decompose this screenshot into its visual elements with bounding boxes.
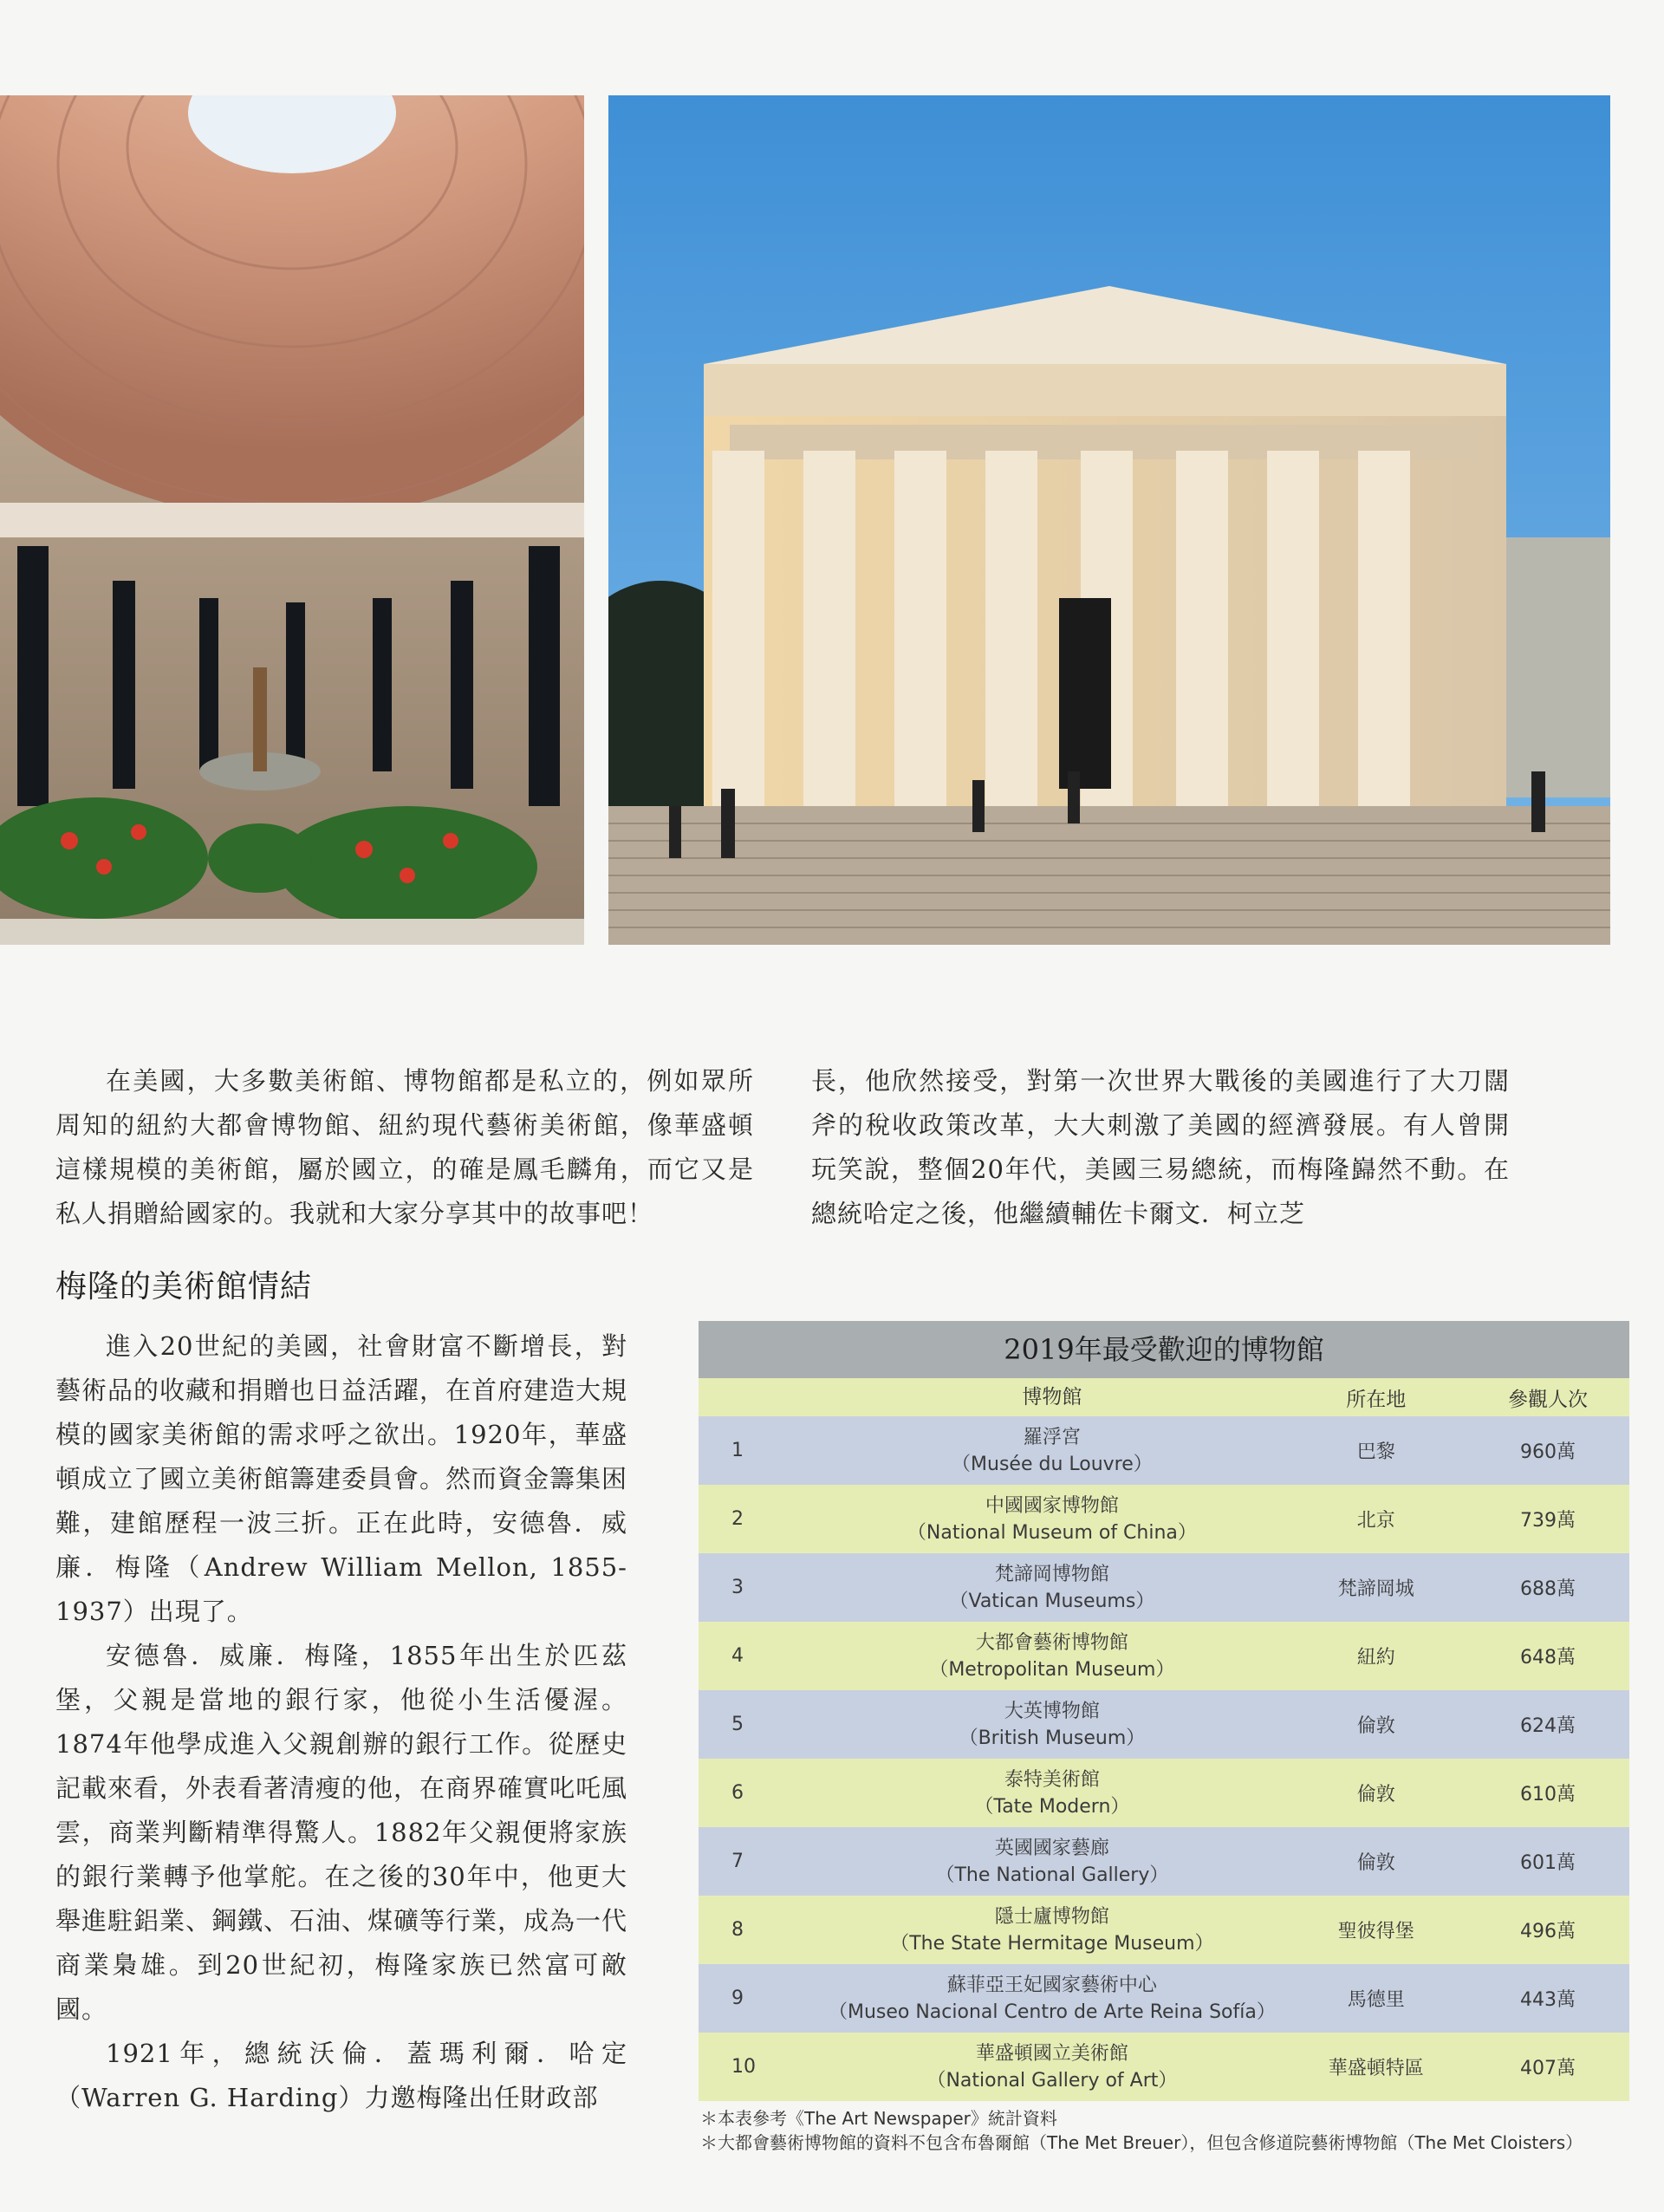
row-visitors: 739萬 (1466, 1485, 1629, 1553)
row-museum (818, 1622, 1285, 1690)
row-museum (818, 2033, 1285, 2101)
rotunda-photo (0, 95, 584, 945)
intro-right-column (811, 1059, 1510, 1236)
table-row (699, 1553, 1629, 1622)
row-rank: 6 (699, 1759, 818, 1827)
row-museum (818, 1485, 1285, 1553)
table-row (699, 1964, 1629, 2033)
museum-name-zh: 大都會藝術博物館 (975, 1631, 1128, 1654)
header-location: 所在地 (1285, 1378, 1466, 1416)
row-museum (818, 1759, 1285, 1827)
museum-name-zh: 泰特美術館 (1004, 1768, 1100, 1791)
museum-name-zh: 羅浮宮 (1023, 1426, 1081, 1448)
row-visitors: 960萬 (1466, 1416, 1629, 1485)
row-museum (818, 1553, 1285, 1622)
row-location: 華盛頓特區 (1285, 2033, 1466, 2101)
body-paragraph: 1921年，總統沃倫．蓋瑪利爾．哈定（Warren G. Harding）力邀梅隆出任財政部 (55, 2039, 627, 2112)
row-rank: 10 (699, 2033, 818, 2101)
row-visitors: 648萬 (1466, 1622, 1629, 1690)
row-location: 馬德里 (1285, 1964, 1466, 2033)
table-row (699, 1485, 1629, 1553)
row-rank: 9 (699, 1964, 818, 2033)
row-museum (818, 1827, 1285, 1896)
intro-left-paragraph: 在美國，大多數美術館、博物館都是私立的，例如眾所周知的紐約大都會博物館、紐約現代藝術美術館，像華盛頓這樣規模的美術館，屬於國立，的確是鳳毛麟角，而它又是私人捐贈給國家的。我就和大家分享其中的故事吧！ (55, 1066, 754, 1228)
museum-name-zh: 蘇菲亞王妃國家藝術中心 (946, 1974, 1157, 1996)
header-rank (699, 1378, 818, 1416)
table-row (699, 1759, 1629, 1827)
museum-name-en: （National Museum of China） (907, 1521, 1197, 1544)
table-row (699, 1690, 1629, 1759)
facade-photo (608, 95, 1610, 945)
body-paragraph: 安德魯．威廉．梅隆，1855年出生於匹茲堡，父親是當地的銀行家，他從小生活優渥。1874年他學成進入父親創辦的銀行工作。從歷史記載來看，外表看著清瘦的他，在商界確實叱吒風雲，商業判斷精準得驚人。1882年父親便將家族的銀行業轉予他掌舵。在之後的30年中，他更大舉進駐鋁業、鋼鐵、石油、煤礦等行業，成為一代商業梟雄。到20世紀初，梅隆家族已然富可敵國。 (55, 1641, 628, 2024)
row-visitors: 496萬 (1466, 1896, 1629, 1964)
museum-name-en: （Museo Nacional Centro de Arte Reina Sofía） (828, 2001, 1276, 2023)
museum-name-en: （National Gallery of Art） (926, 2069, 1178, 2092)
museum-name-zh: 大英博物館 (1004, 1700, 1100, 1722)
museum-name-en: （Musée du Louvre） (952, 1453, 1153, 1475)
row-visitors: 443萬 (1466, 1964, 1629, 2033)
table-row (699, 1416, 1629, 1485)
museum-ranking-table (699, 1321, 1629, 2101)
row-location: 倫敦 (1285, 1759, 1466, 1827)
row-location: 紐約 (1285, 1622, 1466, 1690)
row-rank: 7 (699, 1827, 818, 1896)
intro-left-column (55, 1059, 754, 1236)
intro-right-paragraph: 長，他欣然接受，對第一次世界大戰後的美國進行了大刀闊斧的稅收政策改革，大大刺激了美國的經濟發展。有人曾開玩笑說，整個20年代，美國三易總統，而梅隆巋然不動。在總統哈定之後，他繼續輔佐卡爾文．柯立芝 (811, 1066, 1510, 1228)
row-museum (818, 1964, 1285, 2033)
header-visitors: 參觀人次 (1466, 1378, 1629, 1416)
museum-name-en: （The National Gallery） (935, 1864, 1169, 1886)
museum-name-en: （The State Hermitage Museum） (890, 1932, 1214, 1955)
body-column (55, 1324, 627, 2120)
table-row (699, 1827, 1629, 1896)
row-rank: 1 (699, 1416, 818, 1485)
museum-name-zh: 華盛頓國立美術館 (975, 2042, 1128, 2065)
museum-name-en: （Tate Modern） (974, 1795, 1130, 1818)
row-rank: 8 (699, 1896, 818, 1964)
museum-name-zh: 隱士廬博物館 (994, 1905, 1109, 1928)
row-rank: 2 (699, 1485, 818, 1553)
row-location: 聖彼得堡 (1285, 1896, 1466, 1964)
row-location: 北京 (1285, 1485, 1466, 1553)
footnote: ＊本表參考《The Art Newspaper》統計資料 (700, 2108, 1057, 2129)
section-title: 梅隆的美術館情結 (55, 1269, 313, 1304)
table-title: 2019年最受歡迎的博物館 (699, 1321, 1629, 1378)
row-museum (818, 1416, 1285, 1485)
row-museum (818, 1896, 1285, 1964)
row-visitors: 407萬 (1466, 2033, 1629, 2101)
row-rank: 5 (699, 1690, 818, 1759)
row-rank: 4 (699, 1622, 818, 1690)
row-location: 倫敦 (1285, 1827, 1466, 1896)
table-row (699, 1622, 1629, 1690)
table-header-row (699, 1378, 1629, 1416)
row-rank: 3 (699, 1553, 818, 1622)
museum-name-zh: 梵諦岡博物館 (994, 1563, 1109, 1585)
museum-name-en: （Metropolitan Museum） (929, 1658, 1175, 1681)
row-visitors: 688萬 (1466, 1553, 1629, 1622)
table-row (699, 1896, 1629, 1964)
museum-name-en: （British Museum） (959, 1727, 1146, 1749)
footnote: ＊大都會藝術博物館的資料不包含布魯爾館（The Met Breuer），但包含修道院藝術博物館（The Met Cloisters） (700, 2132, 1583, 2153)
table-row (699, 2033, 1629, 2101)
table-notes (700, 2106, 1619, 2155)
row-location: 巴黎 (1285, 1416, 1466, 1485)
museum-name-zh: 中國國家博物館 (985, 1494, 1119, 1517)
row-location: 倫敦 (1285, 1690, 1466, 1759)
row-visitors: 624萬 (1466, 1690, 1629, 1759)
body-paragraph: 進入20世紀的美國，社會財富不斷增長，對藝術品的收藏和捐贈也日益活躍，在首府建造大規模的國家美術館的需求呼之欲出。1920年，華盛頓成立了國立美術館籌建委員會。然而資金籌集困難，建館歷程一波三折。正在此時，安德魯．威廉．梅隆（Andrew William Mellon, 1855-1937）出現了。 (55, 1331, 628, 1626)
row-museum (818, 1690, 1285, 1759)
row-visitors: 610萬 (1466, 1759, 1629, 1827)
row-visitors: 601萬 (1466, 1827, 1629, 1896)
museum-name-en: （Vatican Museums） (949, 1590, 1155, 1612)
row-location: 梵諦岡城 (1285, 1553, 1466, 1622)
header-museum: 博物館 (818, 1378, 1285, 1416)
museum-name-zh: 英國國家藝廊 (994, 1837, 1109, 1859)
